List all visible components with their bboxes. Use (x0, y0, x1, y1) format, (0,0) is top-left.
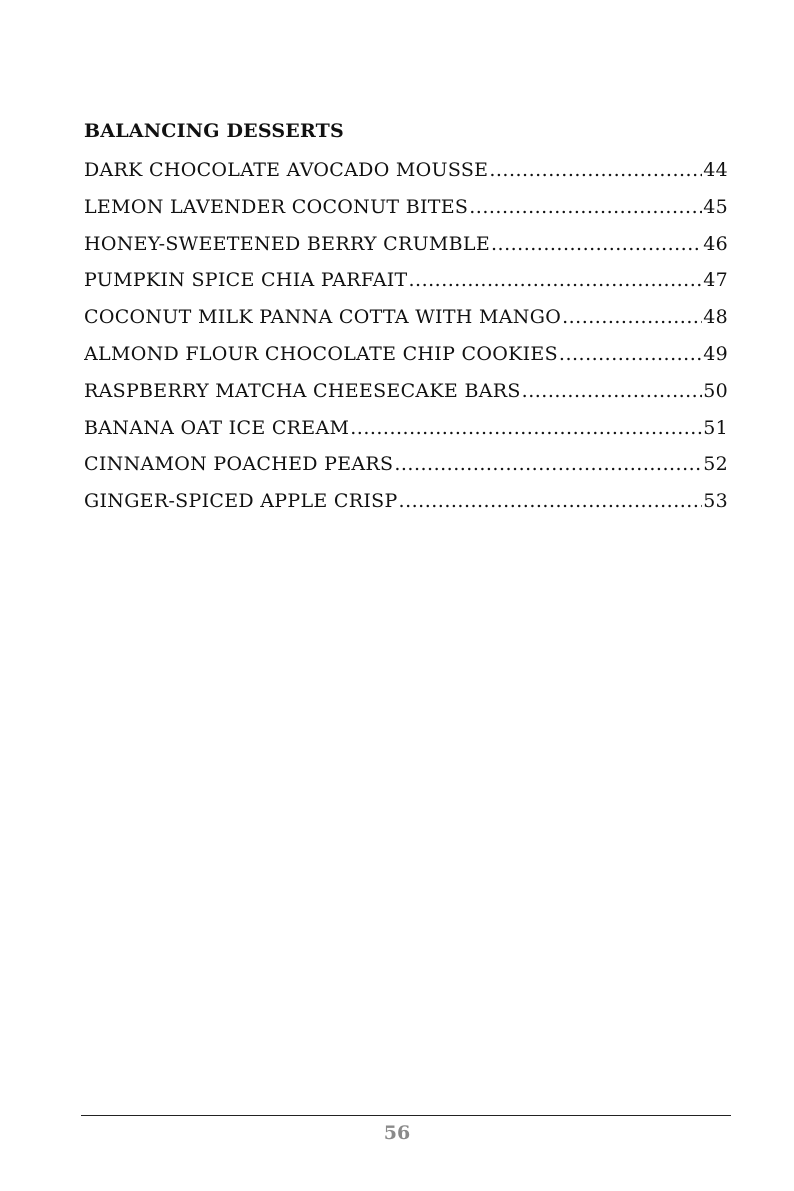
toc-entry-title: ALMOND FLOUR CHOCOLATE CHIP COOKIES (84, 342, 558, 365)
toc-entry[interactable] (84, 483, 728, 520)
toc-entry-title: CINNAMON POACHED PEARS (84, 453, 394, 476)
toc-entry-page: 53 (703, 490, 728, 513)
toc-entry-page: 50 (703, 379, 728, 402)
toc-entry-title: RASPBERRY MATCHA CHEESECAKE BARS (84, 379, 521, 402)
toc-entry-title: PUMPKIN SPICE CHIA PARFAIT (84, 269, 408, 292)
toc-entry-page: 44 (703, 159, 728, 181)
toc-entry[interactable] (84, 336, 728, 373)
table-of-contents (84, 152, 728, 520)
toc-entry-title: GINGER-SPICED APPLE CRISP (84, 490, 398, 513)
toc-dot-leader (489, 152, 702, 189)
footer-divider (81, 1115, 731, 1116)
toc-entry[interactable] (84, 226, 728, 263)
toc-entry[interactable] (84, 189, 728, 226)
toc-dot-leader (491, 226, 702, 263)
toc-dot-leader (522, 373, 703, 410)
toc-dot-leader (399, 483, 703, 520)
toc-entry-title: LEMON LAVENDER COCONUT BITES (84, 195, 469, 218)
toc-entry[interactable] (84, 262, 728, 299)
toc-entry-title: COCONUT MILK PANNA COTTA WITH MANGO (84, 306, 562, 329)
toc-entry-page: 45 (703, 195, 728, 218)
toc-dot-leader (350, 410, 702, 447)
toc-entry[interactable] (84, 373, 728, 410)
toc-dot-leader (394, 446, 702, 483)
toc-entry[interactable] (84, 410, 728, 447)
toc-dot-leader (409, 262, 703, 299)
toc-entry-title: DARK CHOCOLATE AVOCADO MOUSSE (84, 159, 489, 181)
toc-entry-page: 52 (703, 453, 728, 476)
toc-entry-title: BANANA OAT ICE CREAM (84, 416, 350, 439)
page-number: 56 (383, 1122, 411, 1144)
toc-dot-leader (562, 299, 702, 336)
toc-entry[interactable] (84, 299, 728, 336)
toc-entry-title: HONEY-SWEETENED BERRY CRUMBLE (84, 232, 491, 255)
section-heading: BALANCING DESSERTS (84, 120, 344, 142)
toc-dot-leader (469, 189, 702, 226)
toc-entry-page: 48 (703, 306, 728, 329)
toc-entry-page: 47 (703, 269, 728, 292)
toc-entry-page: 51 (703, 416, 728, 439)
toc-entry[interactable] (84, 446, 728, 483)
toc-dot-leader (559, 336, 702, 373)
toc-entry[interactable] (84, 152, 728, 189)
toc-entry-page: 49 (703, 342, 728, 365)
toc-entry-page: 46 (703, 232, 728, 255)
